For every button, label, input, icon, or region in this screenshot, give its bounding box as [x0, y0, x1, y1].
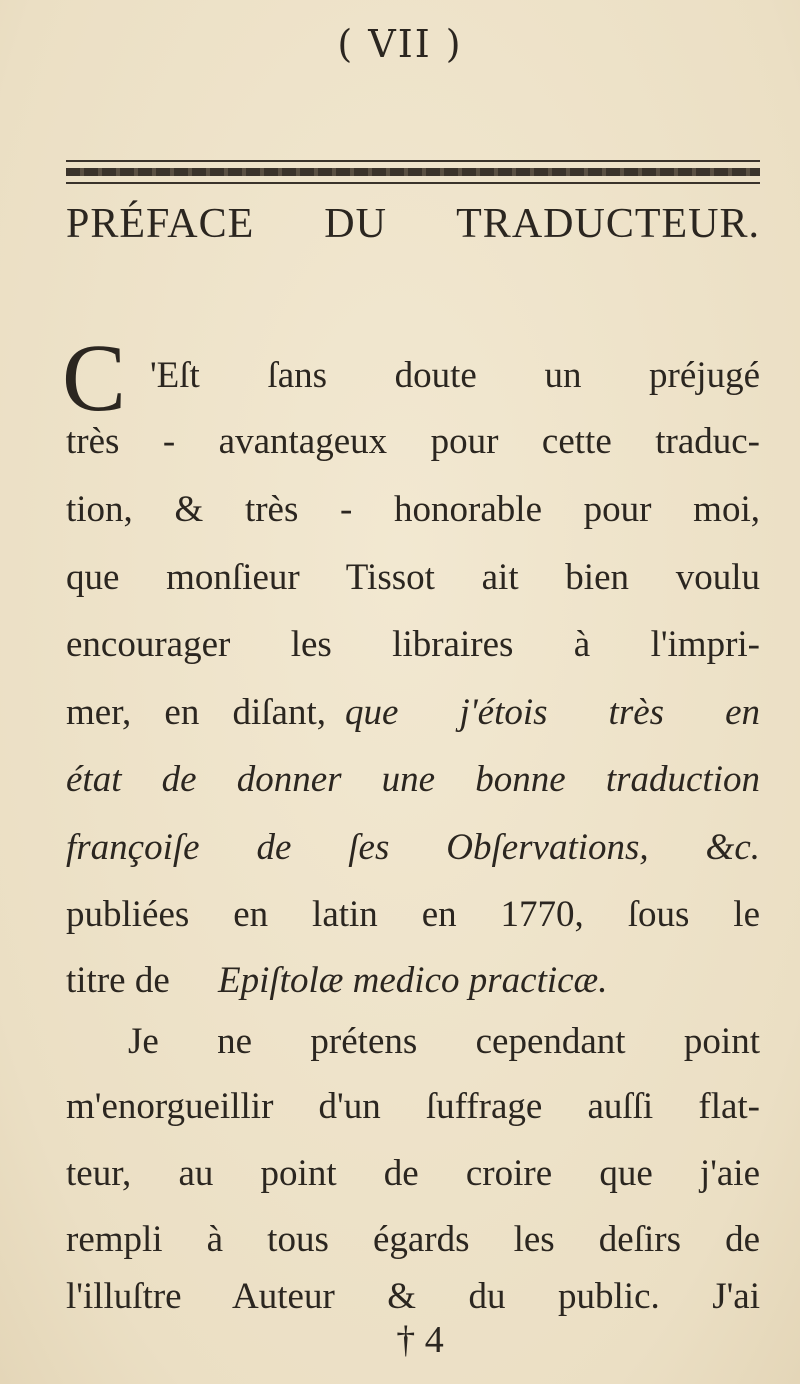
ornamental-rule [66, 160, 760, 162]
text-line: 'Eſt ſans doute un préjugé [150, 355, 760, 396]
drop-cap: C [62, 324, 127, 431]
text-line: tion, & très - honorable pour moi, [66, 489, 760, 530]
chapter-title: PRÉFACE DU TRADUCTEUR. [66, 201, 760, 247]
italic-text-line: que j'étois très en [345, 692, 760, 733]
italic-text-line: état de donner une bonne traduction [66, 759, 760, 800]
text-line: m'enorgueillir d'un ſuffrage auſſi flat- [66, 1086, 760, 1127]
italic-text-line: françoiſe de ſes Obſervations, &c. [66, 827, 760, 868]
ornamental-rule [66, 182, 760, 184]
text-line: encourager les libraires à l'impri- [66, 624, 760, 665]
text-line: l'illuſtre Auteur & du public. J'ai [66, 1276, 760, 1317]
text-line: rempli à tous égards les deſirs de [66, 1219, 760, 1260]
text-line: mer, en diſant, [66, 692, 326, 733]
text-line: que monſieur Tissot ait bien voulu [66, 557, 760, 598]
text-line: publiées en latin en 1770, ſous le [66, 894, 760, 935]
text-line: titre de [66, 960, 170, 1001]
ornamental-rule [66, 168, 760, 176]
text-line: Je ne prétens cependant point [128, 1021, 760, 1062]
page-number-header: ( VII ) [337, 22, 463, 66]
italic-text-line: Epiſtolæ medico practicæ. [218, 960, 608, 1001]
text-line: teur, au point de croire que j'aie [66, 1153, 760, 1194]
signature-mark: † 4 [396, 1319, 444, 1361]
text-line: très - avantageux pour cette traduc- [66, 421, 760, 462]
